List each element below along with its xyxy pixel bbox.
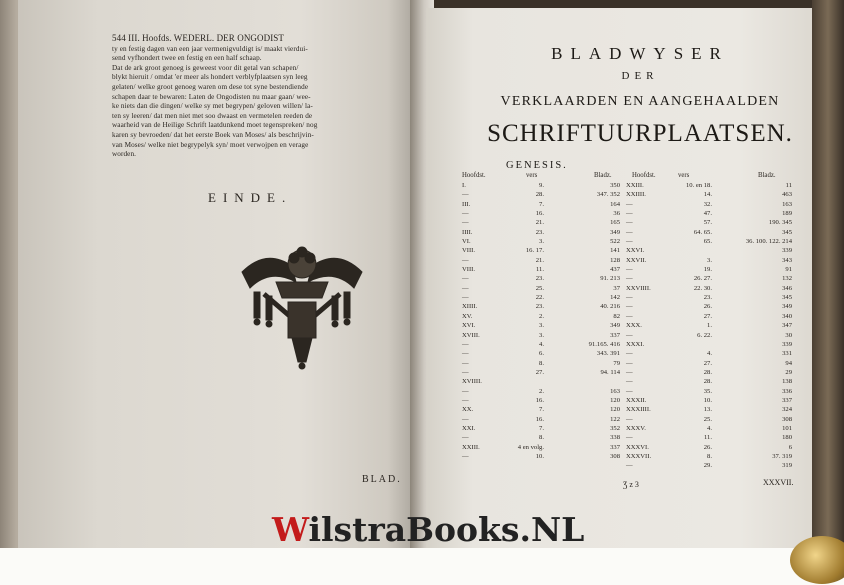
index-entry-cell: —: [462, 275, 469, 283]
index-entry-cell: XXXI.: [626, 340, 645, 348]
index-entry-cell: VIII.: [462, 266, 475, 274]
index-entry-cell: 22. 30.: [693, 284, 712, 292]
index-entry-cell: 28.: [703, 368, 712, 376]
ornament-tailpiece-icon: [236, 242, 368, 370]
index-entry-cell: 6. 22.: [697, 331, 712, 339]
index-entry-cell: 349: [610, 322, 620, 330]
index-entry-cell: 340: [782, 312, 792, 320]
index-entry-cell: 180: [782, 434, 792, 442]
index-entry-cell: 347: [782, 322, 792, 330]
index-entry-cell: 349: [782, 303, 792, 311]
index-entry-cell: 7.: [539, 406, 544, 414]
index-entry-cell: —: [462, 452, 469, 460]
index-entry-cell: 65.: [703, 238, 712, 246]
index-entry-cell: 10. en 18.: [685, 182, 712, 189]
index-entry-cell: 138: [782, 378, 792, 386]
index-entry-cell: 165: [610, 219, 620, 227]
col-header-chapter-right: Hoofdst.: [632, 172, 656, 179]
index-entry-cell: —: [626, 378, 633, 386]
index-entry-cell: 8.: [539, 359, 544, 367]
index-entry-cell: —: [462, 256, 469, 264]
photo-background: [0, 548, 844, 585]
index-entry-cell: —: [626, 462, 633, 470]
body-line: waarheid van de Heilige Schrift laatdunkend moet tegenspreken/ nog: [112, 121, 318, 130]
index-entry-cell: —: [462, 219, 469, 227]
index-entry-cell: 128: [610, 256, 620, 264]
index-entry-cell: 522: [610, 238, 620, 246]
index-entry-cell: 29: [785, 368, 792, 376]
body-line: worden.: [112, 150, 137, 159]
index-entry-cell: XXXVII.: [626, 452, 652, 460]
index-entry-cell: —: [626, 312, 633, 320]
index-entry-cell: 6.: [539, 350, 544, 358]
index-entry-cell: 27.: [535, 368, 544, 376]
index-entry-cell: 19.: [703, 266, 712, 274]
index-entry-cell: [668, 340, 712, 349]
index-entry-cell: 345: [782, 294, 792, 302]
left-catchword: BLAD.: [362, 474, 402, 485]
index-entry-cell: 346: [782, 284, 792, 292]
index-entry-cell: —: [462, 284, 469, 292]
index-entry-cell: 101: [782, 424, 792, 432]
index-entry-cell: 26.: [703, 303, 712, 311]
index-entry-cell: 16.: [535, 396, 544, 404]
index-entry-cell: 9.: [539, 182, 544, 189]
index-entry-cell: 47.: [703, 210, 712, 218]
index-entry-cell: 16. 17.: [525, 247, 544, 255]
index-entry-cell: 64. 65.: [693, 228, 712, 236]
index-column-verses-right: [668, 181, 712, 471]
index-entry-cell: XXXV.: [626, 424, 646, 432]
index-entry-cell: —: [626, 387, 633, 395]
index-entry-cell: 4.: [539, 340, 544, 348]
index-entry-cell: —: [462, 294, 469, 302]
index-entry-cell: 23.: [535, 303, 544, 311]
body-line: Dat de ark groot genoeg is geweest voor dit getal van schapen/: [112, 63, 299, 72]
index-entry-cell: 349: [610, 228, 620, 236]
index-entry-cell: 13.: [703, 406, 712, 414]
index-entry-cell: —: [462, 210, 469, 218]
index-entry-cell: 1.: [707, 322, 712, 330]
index-entry-cell: 36: [613, 210, 620, 218]
index-entry-cell: 79: [613, 359, 620, 367]
index-entry-cell: [562, 377, 620, 386]
col-header-chapter-left: Hoofdst.: [462, 172, 486, 179]
index-entry-cell: 350: [610, 182, 620, 189]
index-entry-cell: 91: [785, 266, 792, 274]
index-entry-cell: 21.: [535, 219, 544, 227]
index-entry-cell: 3.: [539, 331, 544, 339]
index-entry-cell: XXVIIII.: [626, 284, 651, 292]
index-entry-cell: —: [626, 415, 633, 423]
index-entry-cell: XIIII.: [462, 303, 478, 311]
index-entry-cell: 10.: [535, 452, 544, 460]
index-entry-cell: 163: [610, 387, 620, 395]
index-entry-cell: XV.: [462, 312, 473, 320]
body-line: blykt hieruit / omdat 'er meer als hondert verblyfplaatsen syn leeg: [112, 73, 308, 82]
index-entry-cell: 463: [782, 191, 792, 199]
index-entry-cell: 35.: [703, 387, 712, 395]
index-entry-cell: XXXIIII.: [626, 406, 651, 414]
index-entry-cell: —: [462, 387, 469, 395]
index-entry-cell: —: [626, 294, 633, 302]
index-entry-cell: 120: [610, 406, 620, 414]
einde-heading: EINDE.: [208, 190, 293, 205]
index-entry-cell: 11: [785, 182, 792, 189]
index-entry-cell: 23.: [535, 228, 544, 236]
index-entry-cell: 16.: [535, 210, 544, 218]
index-entry-cell: —: [462, 415, 469, 423]
index-entry-cell: 27.: [703, 312, 712, 320]
index-entry-cell: 8.: [539, 434, 544, 442]
index-entry-cell: —: [626, 368, 633, 376]
index-entry-cell: 352: [610, 424, 620, 432]
index-entry-cell: 32.: [703, 200, 712, 208]
index-entry-cell: —: [462, 434, 469, 442]
index-entry-cell: 29.: [703, 462, 712, 470]
index-entry-cell: XXIII.: [462, 443, 480, 451]
index-entry-cell: XVI.: [462, 322, 476, 330]
index-entry-cell: 4.: [707, 424, 712, 432]
index-entry-cell: 337: [610, 443, 620, 451]
index-entry-cell: 25.: [535, 284, 544, 292]
index-entry-cell: 82: [613, 312, 620, 320]
index-entry-cell: —: [626, 434, 633, 442]
col-header-verse-left: vers: [526, 172, 538, 179]
index-entry-cell: XXIII.: [626, 182, 644, 189]
index-entry-cell: 319: [782, 462, 792, 470]
index-entry-cell: 345: [782, 228, 792, 236]
index-entry-cell: 57.: [703, 219, 712, 227]
index-entry-cell: 308: [610, 452, 620, 460]
index-entry-cell: —: [626, 210, 633, 218]
index-subtitle: VERKLAARDEN EN AANGEHAALDEN: [500, 94, 780, 109]
index-entry-cell: 331: [782, 350, 792, 358]
index-entry-cell: —: [626, 303, 633, 311]
index-entry-cell: 21.: [535, 256, 544, 264]
index-entry-cell: 26. 27.: [693, 275, 712, 283]
index-entry-cell: 7.: [539, 200, 544, 208]
index-entry-cell: 28.: [703, 378, 712, 386]
index-entry-cell: 339: [782, 247, 792, 255]
index-column-pages-left: [562, 181, 620, 461]
index-entry-cell: 3.: [539, 238, 544, 246]
index-entry-cell: 28.: [535, 191, 544, 199]
index-entry-cell: III.: [462, 200, 471, 208]
index-entry-cell: —: [462, 368, 469, 376]
index-entry-cell: XXXVI.: [626, 443, 649, 451]
index-entry-cell: 343. 391: [596, 350, 620, 358]
watermark-first-letter: W: [272, 510, 309, 549]
index-entry-cell: 347. 352: [596, 191, 620, 199]
col-header-verse-right: vers: [678, 172, 690, 179]
index-entry-cell: XXX.: [626, 322, 642, 330]
index-entry-cell: 36. 100. 122. 214: [745, 238, 792, 246]
index-entry-cell: XXXII.: [626, 396, 647, 404]
index-entry-cell: 4.: [707, 350, 712, 358]
section-heading-genesis: GENESIS.: [506, 160, 568, 171]
index-entry-cell: 437: [610, 266, 620, 274]
index-entry-cell: 338: [610, 434, 620, 442]
index-entry-cell: 94. 114: [600, 368, 620, 376]
book-cover-edge: [812, 0, 844, 585]
index-entry-cell: 122: [610, 415, 620, 423]
index-entry-cell: —: [626, 359, 633, 367]
index-column-verses-left: [510, 181, 544, 461]
index-entry-cell: VI.: [462, 238, 471, 246]
index-entry-cell: —: [462, 191, 469, 199]
index-entry-cell: 14.: [703, 191, 712, 199]
col-header-page-right: Bladz.: [758, 172, 776, 179]
index-entry-cell: 11.: [704, 434, 712, 442]
index-entry-cell: 26.: [703, 443, 712, 451]
index-entry-cell: 23.: [535, 275, 544, 283]
index-entry-cell: —: [626, 266, 633, 274]
index-entry-cell: 337: [610, 331, 620, 339]
index-entry-cell: 91.165. 416: [588, 340, 620, 348]
index-column-pages-right: [712, 181, 792, 471]
left-page-text: [112, 34, 408, 160]
index-entry-cell: 163: [782, 200, 792, 208]
body-line: ten sy leeren/ dat men niet met soo dwaast en vermetelen reeden de: [112, 111, 313, 120]
index-entry-cell: 120: [610, 396, 620, 404]
index-entry-cell: 22.: [535, 294, 544, 302]
index-entry-cell: 4 en volg.: [517, 443, 544, 451]
index-entry-cell: 10.: [703, 396, 712, 404]
index-entry-cell: XXI.: [462, 424, 476, 432]
index-entry-cell: —: [626, 350, 633, 358]
index-entry-cell: XVIII.: [462, 331, 480, 339]
index-entry-cell: —: [626, 238, 633, 246]
index-entry-cell: —: [462, 340, 469, 348]
index-entry-cell: IIII.: [462, 228, 473, 236]
body-line: send vyfhondert twee en festig en een half schaap.: [112, 54, 262, 63]
body-line: schapen daar te bewaren: Laten de Ongodisten nu maar gaan/ wee-: [112, 92, 311, 101]
index-entry-cell: —: [626, 228, 633, 236]
body-paragraph: [112, 45, 408, 160]
index-entry-cell: XX.: [462, 406, 474, 414]
index-entry-cell: 3.: [539, 322, 544, 330]
index-entry-cell: —: [462, 359, 469, 367]
index-entry-cell: XXIIII.: [626, 191, 646, 199]
index-entry-cell: 8.: [707, 452, 712, 460]
index-entry-cell: VIII.: [462, 247, 475, 255]
index-entry-cell: 16.: [535, 415, 544, 423]
index-main-title: SCHRIFTUURPLAATSEN.: [487, 120, 793, 147]
index-entry-cell: 27.: [703, 359, 712, 367]
body-line: ty en festig dagen van een jaar vermenigvuldigt is/ maakt vierdui-: [112, 44, 308, 53]
watermark-rest: ilstraBooks.NL: [308, 510, 585, 549]
index-entry-cell: 190. 345: [768, 219, 792, 227]
index-entry-cell: 3.: [707, 256, 712, 264]
index-entry-cell: 30: [785, 331, 792, 339]
index-column-chapters-left: [462, 181, 512, 461]
index-title: BLADWYSER: [551, 44, 729, 63]
index-entry-cell: 308: [782, 415, 792, 423]
index-entry-cell: —: [462, 396, 469, 404]
index-entry-cell: —: [626, 331, 633, 339]
index-entry-cell: 37. 319: [772, 452, 792, 460]
index-entry-cell: 189: [782, 210, 792, 218]
signature-mark: Ʒ z 3: [623, 480, 639, 489]
index-entry-cell: 142: [610, 294, 620, 302]
watermark-logo: [272, 510, 584, 549]
index-entry-cell: 25.: [703, 415, 712, 423]
index-entry-cell: 339: [782, 340, 792, 348]
index-entry-cell: 11.: [536, 266, 544, 274]
index-entry-cell: 324: [782, 406, 792, 414]
index-entry-cell: 91. 213: [600, 275, 620, 283]
col-header-page-left: Bladz.: [594, 172, 612, 179]
index-entry-cell: 343: [782, 256, 792, 264]
body-line: karen sy bevroeden/ dat het eerste Boek van Moses/ als beschrijvin-: [112, 130, 314, 139]
body-line: gelaten/ welke groot genoeg waren om dese tot syne bestendiende: [112, 82, 309, 91]
index-entry-cell: I.: [462, 182, 466, 189]
index-entry-cell: 164: [610, 200, 620, 208]
index-title-der: DER: [621, 70, 659, 82]
index-entry-cell: 132: [782, 275, 792, 283]
index-entry-cell: 141: [610, 247, 620, 255]
index-entry-cell: 7.: [539, 424, 544, 432]
running-header: 544 III. Hoofds. WEDERL. DER ONGODIST: [112, 33, 285, 43]
body-line: ke niets dan die dingen/ welke sy met begrypen/ geloven willen/ la-: [112, 102, 313, 111]
index-entry-cell: XXVI.: [626, 247, 645, 255]
right-catchword: XXXVII.: [763, 478, 794, 487]
index-entry-cell: 40. 216: [600, 303, 620, 311]
index-entry-cell: —: [462, 350, 469, 358]
index-entry-cell: XVIIII.: [462, 378, 482, 386]
index-entry-cell: —: [626, 200, 633, 208]
index-entry-cell: —: [626, 275, 633, 283]
index-entry-cell: 37: [613, 284, 620, 292]
index-entry-cell: 94: [785, 359, 792, 367]
index-entry-cell: 337: [782, 396, 792, 404]
index-entry-cell: —: [626, 219, 633, 227]
index-entry-cell: [510, 377, 544, 386]
index-entry-cell: 336: [782, 387, 792, 395]
index-entry-cell: 2.: [539, 312, 544, 320]
index-entry-cell: [668, 246, 712, 255]
index-entry-cell: 23.: [703, 294, 712, 302]
index-entry-cell: XXVII.: [626, 256, 647, 264]
index-entry-cell: 6: [788, 443, 792, 451]
body-line: van Moses/ welke niet begrypelyk syn/ moet verwojpen en verage: [112, 140, 309, 149]
index-entry-cell: 2.: [539, 387, 544, 395]
